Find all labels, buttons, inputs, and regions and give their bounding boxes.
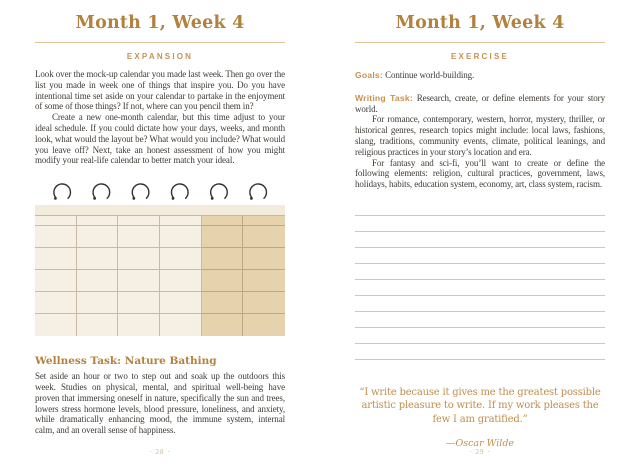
binder-ring-icon [54, 184, 71, 200]
calendar-cell [202, 216, 244, 226]
calendar-cell [77, 314, 119, 336]
ruled-line [355, 328, 605, 344]
calendar-band [35, 205, 285, 215]
calendar-cell [35, 226, 77, 248]
goals-text: Continue world-building. [382, 70, 475, 80]
calendar-cell [35, 314, 77, 336]
writing-task-label: Writing Task: [355, 92, 413, 103]
calendar-grid [35, 215, 285, 336]
page-number: · 28 · [149, 448, 171, 456]
ruled-line [355, 200, 605, 216]
page-title: Month 1, Week 4 [75, 13, 245, 33]
calendar-cell [202, 226, 244, 248]
calendar-cell [243, 248, 285, 270]
title-divider [355, 42, 605, 43]
paragraph: Create a new one-month calendar, but this time adjust to your ideal schedule. If you could dictate how your days, weeks, and month look, what would the layout be? What would you include? What would you leave off? Next, take an honest assessment of how you might modify your real-life calendar to better match your ideal. [35, 112, 286, 166]
calendar-cell [77, 248, 119, 270]
page-title: Month 1, Week 4 [395, 13, 565, 33]
binder-ring-icon [132, 184, 149, 200]
ruled-line [355, 248, 605, 264]
calendar-cell [35, 248, 77, 270]
calendar-cell [243, 314, 285, 336]
calendar-cell [160, 216, 202, 226]
calendar-cell [118, 248, 160, 270]
calendar-cell [243, 226, 285, 248]
calendar-cell [160, 270, 202, 292]
goals-line [355, 70, 605, 81]
calendar-cell [118, 226, 160, 248]
binder-ring-icon [171, 184, 188, 200]
calendar-cell [77, 226, 119, 248]
ruled-line [355, 280, 605, 296]
page-right [320, 0, 640, 464]
title-divider [35, 42, 285, 43]
binder-ring-icon [93, 184, 110, 200]
ruled-line [355, 344, 605, 360]
calendar-cell [35, 270, 77, 292]
binder-ring-icon [250, 184, 267, 200]
binder-ring-icon [211, 184, 228, 200]
ruled-line [355, 216, 605, 232]
ruled-line [355, 312, 605, 328]
calendar-cell [202, 292, 244, 314]
calendar-cell [160, 292, 202, 314]
calendar-cell [118, 216, 160, 226]
calendar-cell [202, 248, 244, 270]
calendar-cell [118, 292, 160, 314]
section-label: EXERCISE [450, 52, 510, 61]
calendar-cell [118, 314, 160, 336]
goals-label: Goals: [355, 70, 383, 80]
ruled-line [355, 296, 605, 312]
calendar-cell [243, 270, 285, 292]
wellness-task-body: Set aside an hour or two to step out and soak up the outdoors this week. Studies on physical, mental, and spiritual well-being have proven that immersing oneself in nature, specifically the sun and trees, lowers stress hormone levels, blood pressure, loneliness, and anxiety, while dramatically enhancing mood, the immune system, internal calm, and an overall sense of happiness. [35, 371, 285, 436]
calendar-cell [160, 314, 202, 336]
calendar-rings [35, 179, 285, 205]
calendar-cell [243, 292, 285, 314]
wellness-task-heading: Wellness Task: Nature Bathing [35, 355, 217, 368]
paragraph: For fantasy and sci-fi, you’ll want to create or define the following elements: religion, cultural practices, government, laws, holidays, habits, education system, economy, art, class system, racism. [355, 157, 605, 190]
paragraph: For romance, contemporary, western, horror, mystery, thriller, or historical genres, research topics might include: local laws, fashions, slang, traditions, community events, climate, political leanings, and religious practices in your story’s location and era. [355, 114, 605, 157]
calendar-cell [160, 248, 202, 270]
writing-task-text: Research, create, or define elements for your story world. [355, 92, 605, 114]
writing-task-line [355, 93, 605, 115]
quote-text: “I write because it gives me the greatest possible artistic pleasure to write. If my work pleases the few I am gratified.” [359, 386, 601, 425]
calendar-cell [202, 314, 244, 336]
calendar-cell [118, 270, 160, 292]
calendar-cell [243, 216, 285, 226]
calendar-cell [202, 270, 244, 292]
ruled-lines [355, 200, 605, 360]
ruled-line [355, 264, 605, 280]
calendar-cell [77, 216, 119, 226]
section-label: EXPANSION [126, 52, 194, 61]
calendar-cell [77, 270, 119, 292]
calendar-cell [35, 216, 77, 226]
calendar-cell [77, 292, 119, 314]
quote-attribution: —Oscar Wilde [445, 438, 515, 450]
ruled-line [355, 232, 605, 248]
page-number: · 29 · [469, 448, 491, 456]
calendar-cell [35, 292, 77, 314]
calendar-cell [160, 226, 202, 248]
paragraph: Look over the mock-up calendar you made last week. Then go over the list you made in week one of things that inspire you. Do you have intentional time set aside on your calendar to partake in the enjoyment of some of those things? If not, where can you pencil them in? [35, 69, 285, 112]
calendar-graphic [35, 179, 285, 336]
